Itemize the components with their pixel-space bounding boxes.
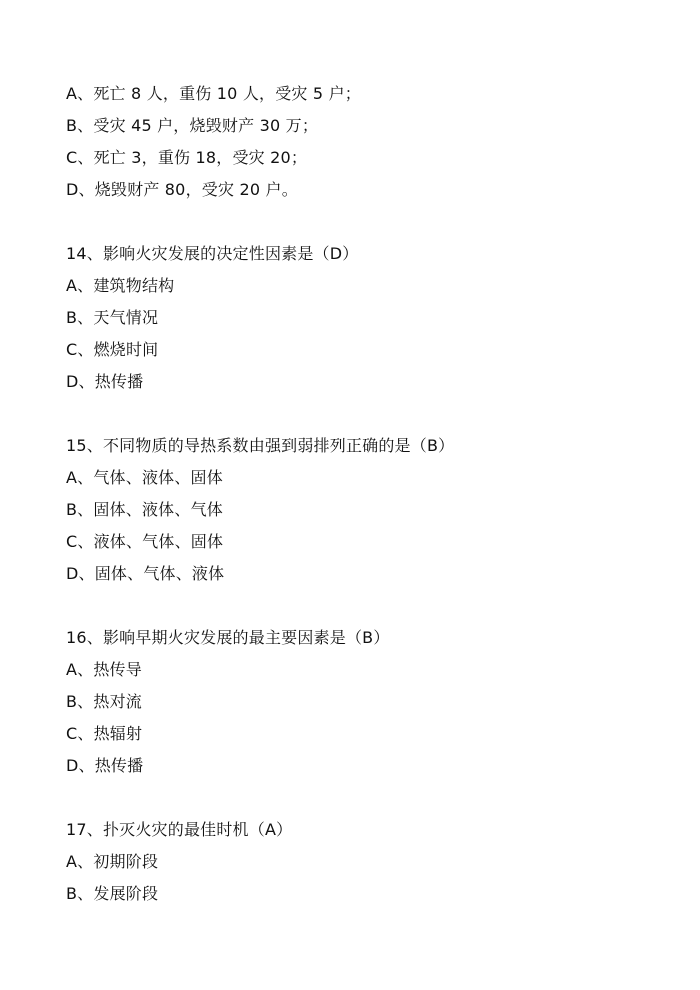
option-line: B、受灾 45 户，烧毁财产 30 万； [66, 116, 319, 135]
question-title: 17、扑灭火灾的最佳时机（A） [66, 820, 293, 839]
option-line: A、气体、液体、固体 [66, 468, 223, 487]
option-line: C、死亡 3，重伤 18，受灾 20； [66, 148, 308, 167]
option-line: A、热传导 [66, 660, 142, 679]
option-line: D、热传播 [66, 756, 144, 775]
option-line: C、液体、气体、固体 [66, 532, 224, 551]
question-title: 16、影响早期火灾发展的最主要因素是（B） [66, 628, 390, 647]
option-line: B、热对流 [66, 692, 142, 711]
option-line: A、初期阶段 [66, 852, 159, 871]
option-line: C、热辐射 [66, 724, 143, 743]
option-line: D、热传播 [66, 372, 144, 391]
option-line: A、死亡 8 人，重伤 10 人，受灾 5 户； [66, 84, 361, 103]
option-line: D、烧毁财产 80，受灾 20 户。 [66, 180, 298, 199]
option-line: B、天气情况 [66, 308, 159, 327]
option-line: C、燃烧时间 [66, 340, 159, 359]
option-line: A、建筑物结构 [66, 276, 175, 295]
question-title: 15、不同物质的导热系数由强到弱排列正确的是（B） [66, 436, 455, 455]
option-line: D、固体、气体、液体 [66, 564, 225, 583]
option-line: B、固体、液体、气体 [66, 500, 223, 519]
question-title: 14、影响火灾发展的决定性因素是（D） [66, 244, 359, 263]
option-line: B、发展阶段 [66, 884, 159, 903]
